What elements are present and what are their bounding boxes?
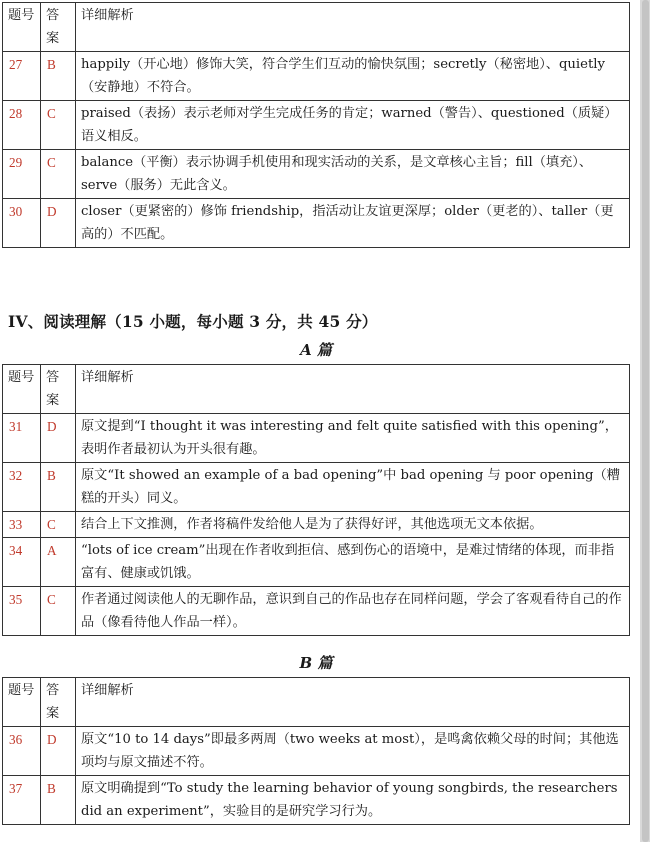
explanation: 结合上下文推测，作者将稿件发给他人是为了获得好评，其他选项无文本依据。 [76, 512, 630, 538]
explanation: happily（开心地）修饰大笑，符合学生们互动的愉快氛围；secretly（秘密地）、quietly（安静地）不符合。 [76, 52, 630, 101]
explanation: 原文明确提到“To study the learning behavior of young songbirds, the researchers did an experiment”，实验目的是研究学习行为。 [76, 776, 630, 825]
part-b-title: B 篇 [299, 654, 333, 672]
question-number: 35 [3, 587, 41, 636]
answer-key: B [41, 52, 76, 101]
part-a-title: A 篇 [300, 341, 332, 359]
question-number: 28 [3, 101, 41, 150]
question-number: 31 [3, 414, 41, 463]
header-key: 答案 [41, 678, 76, 727]
table-row [3, 512, 630, 538]
explanation: 原文“10 to 14 days”即最多两周（two weeks at most），是鸣禽依赖父母的时间；其他选项均与原文描述不符。 [76, 727, 630, 776]
question-number: 32 [3, 463, 41, 512]
table-header-row [3, 3, 630, 52]
table-header-row [3, 678, 630, 727]
answer-key: A [41, 538, 76, 587]
header-key: 答案 [41, 3, 76, 52]
question-number: 29 [3, 150, 41, 199]
table-row [3, 52, 630, 101]
explanation: closer（更紧密的）修饰 friendship，指活动让友谊更深厚；older（更老的）、taller（更高的）不匹配。 [76, 199, 630, 248]
answer-key: B [41, 776, 76, 825]
table-row [3, 538, 630, 587]
answer-key: D [41, 199, 76, 248]
table-row [3, 150, 630, 199]
header-explanation: 详细解析 [76, 365, 630, 414]
explanation: balance（平衡）表示协调手机使用和现实活动的关系，是文章核心主旨；fill（填充）、serve（服务）无此含义。 [76, 150, 630, 199]
answer-key: D [41, 414, 76, 463]
answer-table-vocab [2, 2, 630, 248]
table-row [3, 199, 630, 248]
question-number: 34 [3, 538, 41, 587]
answer-key: B [41, 463, 76, 512]
explanation: praised（表扬）表示老师对学生完成任务的肯定；warned（警告）、questioned（质疑）语义相反。 [76, 101, 630, 150]
table-row [3, 463, 630, 512]
table-row [3, 587, 630, 636]
explanation: 作者通过阅读他人的无聊作品，意识到自己的作品也存在同样问题，学会了客观看待自己的作品（像看待他人作品一样）。 [76, 587, 630, 636]
question-number: 33 [3, 512, 41, 538]
header-key: 答案 [41, 365, 76, 414]
header-explanation: 详细解析 [76, 678, 630, 727]
table-row [3, 727, 630, 776]
answer-table-reading-b [2, 677, 630, 825]
question-number: 37 [3, 776, 41, 825]
question-number: 30 [3, 199, 41, 248]
answer-table-reading-a [2, 364, 630, 636]
table-row [3, 101, 630, 150]
answer-key: C [41, 101, 76, 150]
scrollbar-track[interactable] [640, 0, 650, 842]
header-explanation: 详细解析 [76, 3, 630, 52]
answer-key: C [41, 512, 76, 538]
explanation: 原文提到“I thought it was interesting and felt quite satisfied with this opening”，表明作者最初认为开头很有趣。 [76, 414, 630, 463]
answer-key: C [41, 587, 76, 636]
explanation: 原文“It showed an example of a bad opening”中 bad opening 与 poor opening（糟糕的开头）同义。 [76, 463, 630, 512]
answer-key: C [41, 150, 76, 199]
table-row [3, 414, 630, 463]
table-header-row [3, 365, 630, 414]
answer-key: D [41, 727, 76, 776]
question-number: 27 [3, 52, 41, 101]
explanation: “lots of ice cream”出现在作者收到拒信、感到伤心的语境中，是难过情绪的体现，而非指富有、健康或饥饿。 [76, 538, 630, 587]
scrollbar-thumb[interactable] [642, 0, 649, 842]
table-row [3, 776, 630, 825]
question-number: 36 [3, 727, 41, 776]
header-num: 题号 [3, 678, 41, 727]
header-num: 题号 [3, 365, 41, 414]
header-num: 题号 [3, 3, 41, 52]
section-heading: IV、阅读理解（15 小题，每小题 3 分，共 45 分） [8, 312, 378, 331]
